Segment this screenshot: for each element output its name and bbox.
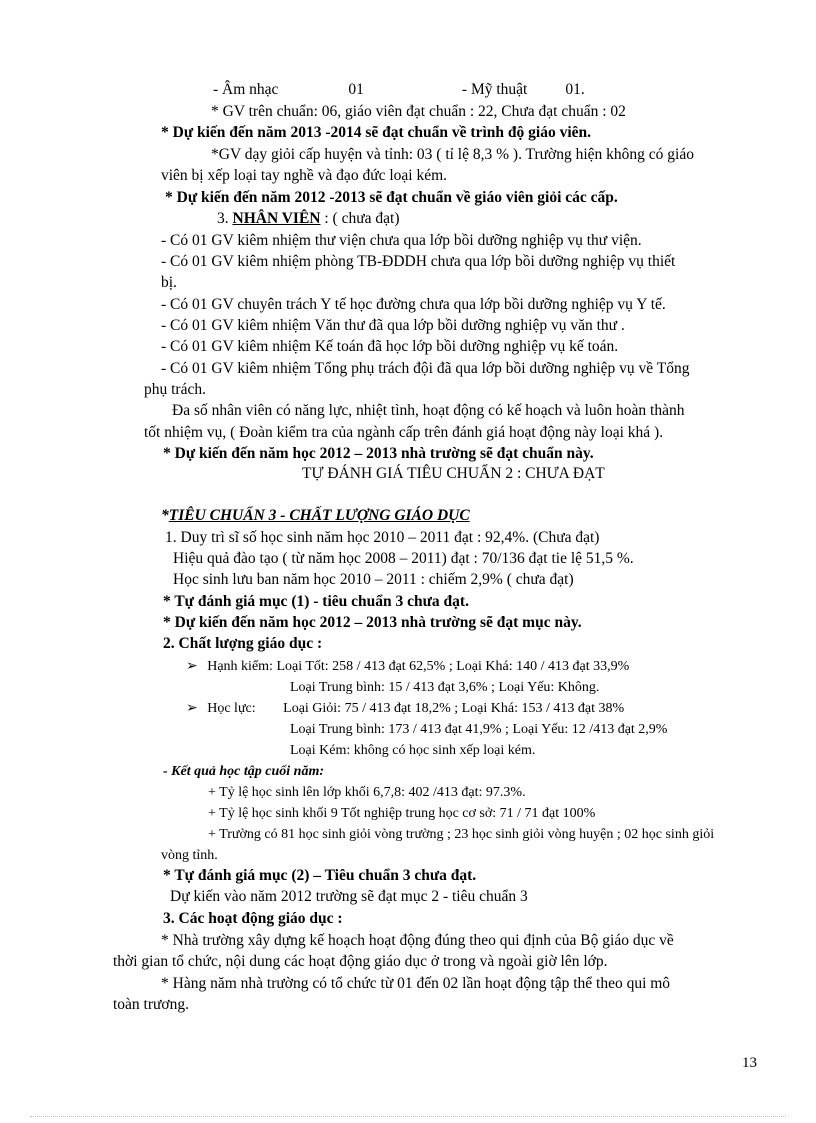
text-line: + Tỷ lệ học sinh khối 9 Tốt nghiệp trung học cơ sở: 71 / 71 đạt 100% xyxy=(208,806,596,821)
count-art: 01. xyxy=(565,81,585,98)
text-line: vòng tỉnh. xyxy=(161,848,218,863)
self-assessment-heading: TỰ ĐÁNH GIÁ TIÊU CHUẨN 2 : CHƯA ĐẠT xyxy=(302,465,605,482)
text-line: - Có 01 GV kiêm nhiệm Văn thư đã qua lớp bồi dưỡng nghiệp vụ văn thư . xyxy=(161,317,625,334)
text-line: Loại Trung bình: 15 / 413 đạt 3,6% ; Loại Yếu: Không. xyxy=(290,680,600,695)
text-line: 1. Duy trì sĩ số học sinh năm học 2010 – 2011 đạt : 92,4%. (Chưa đạt) xyxy=(165,529,600,546)
text-line: * Tự đánh giá mục (2) – Tiêu chuẩn 3 chưa đạt. xyxy=(163,867,477,884)
text-line: tốt nhiệm vụ, ( Đoàn kiểm tra của ngành cấp trên đánh giá hoạt động này loại khá ). xyxy=(144,424,664,441)
text-line: * Hàng năm nhà trường có tổ chức từ 01 đến 02 lần hoạt động tập thể theo qui mô xyxy=(161,975,671,992)
count-music: 01 xyxy=(348,81,364,98)
text-line: toàn trương. xyxy=(113,996,190,1013)
text-line: bị. xyxy=(161,274,177,291)
text-line: - Có 01 GV kiêm nhiệm Kế toán đã học lớp bồi dưỡng nghiệp vụ kế toán. xyxy=(161,338,619,355)
text-line: 3. Các hoạt động giáo dục : xyxy=(163,910,343,927)
text-line: Loại Trung bình: 173 / 413 đạt 41,9% ; Loại Yếu: 12 /413 đạt 2,9% xyxy=(290,722,668,737)
academic-values: Loại Giỏi: 75 / 413 đạt 18,2% ; Loại Khá: 153 / 413 đạt 38% xyxy=(283,701,625,716)
text-line: + Tỷ lệ học sinh lên lớp khối 6,7,8: 402 /413 đạt: 97.3%. xyxy=(208,785,526,800)
academic-label: Học lực: xyxy=(207,701,256,716)
text-line: * Dự kiến đến năm học 2012 – 2013 nhà trường sẽ đạt mục này. xyxy=(163,614,582,631)
text-line: - Có 01 GV kiêm nhiệm Tổng phụ trách đội đã qua lớp bồi dưỡng nghiệp vụ về Tổng xyxy=(161,360,690,377)
text-line: Dự kiến vào năm 2012 trường sẽ đạt mục 2 - tiêu chuẩn 3 xyxy=(170,888,528,905)
subject-music: - Âm nhạc xyxy=(213,81,279,98)
footer-divider xyxy=(30,1116,786,1117)
academic-row xyxy=(186,699,624,719)
section-number: 3. xyxy=(217,210,229,227)
text-line: thời gian tổ chức, nội dung các hoạt động giáo dục ở trong và ngoài giờ lên lớp. xyxy=(113,953,608,970)
text-line: * Nhà trường xây dựng kế hoạch hoạt động đúng theo qui định của Bộ giáo dục về xyxy=(161,932,674,949)
text-line: *GV dạy giỏi cấp huyện và tỉnh: 03 ( tỉ lệ 8,3 % ). Trường hiện không có giáo xyxy=(211,146,694,163)
text-line: * GV trên chuẩn: 06, giáo viên đạt chuẩn : 22, Chưa đạt chuẩn : 02 xyxy=(211,103,626,120)
text-line: Học sinh lưu ban năm học 2010 – 2011 : chiếm 2,9% ( chưa đạt) xyxy=(173,571,574,588)
section-status: : ( chưa đạt) xyxy=(324,210,400,227)
conduct-row xyxy=(186,657,629,677)
criterion-title: TIÊU CHUẨN 3 - CHẤT LƯỢNG GIÁO DỤC xyxy=(168,507,470,524)
text-line: - Có 01 GV chuyên trách Y tế học đường chưa qua lớp bồi dưỡng nghiệp vụ Y tế. xyxy=(161,296,666,313)
text-line: Hiệu quả đào tạo ( từ năm học 2008 – 2011) đạt : 70/136 đạt tie lệ 51,5 %. xyxy=(173,550,634,567)
text-line: Loại Kém: không có học sinh xếp loại kém. xyxy=(290,743,536,758)
text-line: Đa số nhân viên có năng lực, nhiệt tình, hoạt động có kế hoạch và luôn hoàn thành xyxy=(172,402,685,419)
section-heading-staff xyxy=(217,209,399,229)
conduct-values: Loại Tốt: 258 / 413 đạt 62,5% ; Loại Khá: 140 / 413 đạt 33,9% xyxy=(276,659,630,674)
subject-art: - Mỹ thuật xyxy=(461,81,528,98)
section-title: NHÂN VIÊN xyxy=(232,210,321,227)
text-line: viên bị xếp loại tay nghề và đạo đức loại kém. xyxy=(161,167,448,184)
arrow-bullet-icon: ➢ xyxy=(186,701,198,716)
asterisk: * xyxy=(161,507,169,524)
text-line: * Dự kiến đến năm 2012 -2013 sẽ đạt chuẩn về giáo viên giỏi các cấp. xyxy=(165,189,618,206)
arrow-bullet-icon: ➢ xyxy=(186,659,198,674)
text-line: * Dự kiến đến năm 2013 -2014 sẽ đạt chuẩn về trình độ giáo viên. xyxy=(161,124,591,141)
text-line: * Dự kiến đến năm học 2012 – 2013 nhà trường sẽ đạt chuẩn này. xyxy=(163,445,594,462)
page-number: 13 xyxy=(742,1055,757,1071)
text-line: + Trường có 81 học sinh giỏi vòng trường ; 23 học sinh giỏi vòng huyện ; 02 học sinh giỏi xyxy=(208,827,715,842)
text-line: * Tự đánh giá mục (1) - tiêu chuẩn 3 chưa đạt. xyxy=(163,593,469,610)
text-line: 2. Chất lượng giáo dục : xyxy=(163,635,323,652)
text-line: - Có 01 GV kiêm nhiệm thư viện chưa qua lớp bồi dưỡng nghiệp vụ thư viện. xyxy=(161,232,642,249)
text-line: - Có 01 GV kiêm nhiệm phòng TB-ĐDDH chưa qua lớp bồi dưỡng nghiệp vụ thiết xyxy=(161,253,676,270)
text-line: phụ trách. xyxy=(144,381,206,398)
results-heading: - Kết quả học tập cuối năm: xyxy=(163,764,325,779)
criterion-3-heading xyxy=(161,506,470,526)
conduct-label: Hạnh kiểm: xyxy=(207,659,273,674)
text-line xyxy=(213,80,585,100)
